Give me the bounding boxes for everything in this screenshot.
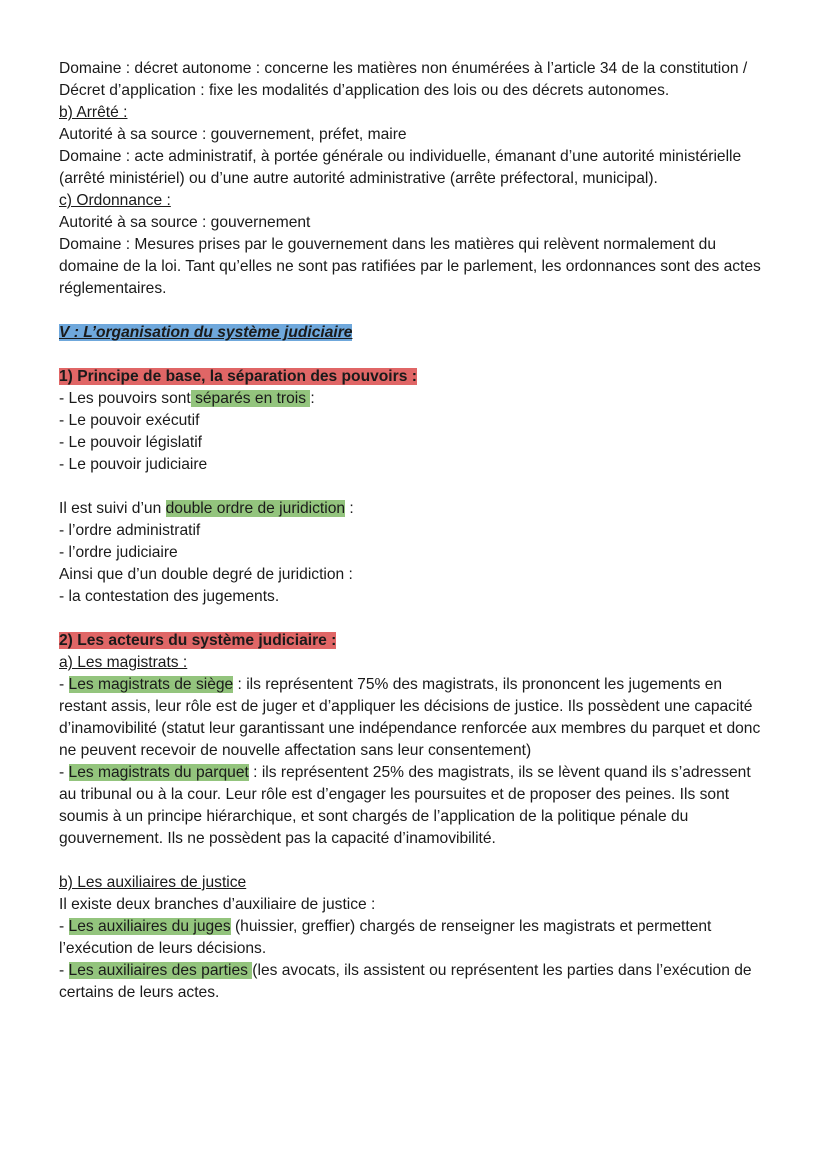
spacer — [59, 850, 771, 872]
pouvoirs-intro — [59, 388, 771, 410]
ordre-intro-suffix: : — [345, 500, 354, 517]
spacer — [59, 344, 771, 366]
arrete-heading: b) Arrêté : — [59, 104, 128, 121]
ordre-item: - l’ordre judiciaire — [59, 544, 178, 561]
spacer — [59, 608, 771, 630]
document-body — [59, 58, 771, 1004]
ordre-intro — [59, 498, 771, 520]
juges-prefix: - — [59, 918, 69, 935]
part1-heading — [59, 366, 771, 388]
auxiliaires-parties-paragraph — [59, 960, 771, 1004]
ordre-item: - l’ordre administratif — [59, 522, 201, 539]
juges-highlight: Les auxiliaires du juges — [68, 918, 231, 935]
ordonnance-autorite: Autorité à sa source : gouvernement — [59, 214, 311, 231]
auxiliaires-juges-paragraph — [59, 916, 771, 960]
ordonnance-domaine: Domaine : Mesures prises par le gouvernement dans les matières qui relèvent normalement du domaine de la loi. Tant qu’elles ne sont pas ratifiées par le parlement, les ordonnances sont des actes réglementaires. — [59, 236, 761, 297]
ordre-intro-highlight: double ordre de juridiction — [165, 500, 346, 517]
domaine-decret-paragraph: Domaine : décret autonome : concerne les matières non énumérées à l’article 34 de la constitution / Décret d’application : fixe les modalités d’application des lois ou des décrets autonomes. — [59, 60, 748, 99]
part2-heading — [59, 630, 771, 652]
parties-prefix: - — [59, 962, 69, 979]
spacer — [59, 476, 771, 498]
siege-prefix: - — [59, 676, 69, 693]
parquet-prefix: - — [59, 764, 69, 781]
pouvoirs-intro-suffix: : — [310, 390, 315, 407]
pouvoirs-intro-prefix: - Les pouvoirs sont — [59, 390, 191, 407]
section-title — [59, 322, 771, 344]
power-item: - Le pouvoir législatif — [59, 434, 203, 451]
auxiliaires-heading: b) Les auxiliaires de justice — [59, 874, 247, 891]
spacer — [59, 300, 771, 322]
parquet-paragraph — [59, 762, 771, 850]
power-item: - Le pouvoir judiciaire — [59, 456, 208, 473]
ordonnance-heading: c) Ordonnance : — [59, 192, 171, 209]
siege-highlight: Les magistrats de siège — [68, 676, 234, 693]
power-item: - Le pouvoir exécutif — [59, 412, 200, 429]
part2-heading-highlight: 2) Les acteurs du système judiciaire : — [59, 632, 337, 649]
arrete-domaine: Domaine : acte administratif, à portée générale ou individuelle, émanant d’une autorité ministérielle (arrêté ministériel) ou d’une autre autorité administrative (arrête préfectoral, municipal). — [59, 148, 742, 187]
parquet-highlight: Les magistrats du parquet — [68, 764, 249, 781]
arrete-autorite: Autorité à sa source : gouvernement, préfet, maire — [59, 126, 407, 143]
degre-line: Ainsi que d’un double degré de juridiction : — [59, 566, 353, 583]
section-title-highlight: V : L’organisation du système judiciaire — [59, 324, 353, 341]
parties-text: (les avocats, ils assistent ou représentent les parties dans l’exécution de certains de leurs actes. — [59, 962, 752, 1001]
auxiliaires-intro: Il existe deux branches d’auxiliaire de justice : — [59, 896, 376, 913]
part1-heading-highlight: 1) Principe de base, la séparation des pouvoirs : — [59, 368, 417, 385]
siege-paragraph — [59, 674, 771, 762]
contestation-line: - la contestation des jugements. — [59, 588, 280, 605]
siege-text: : ils représentent 75% des magistrats, ils prononcent les jugements en restant assis, leur rôle est de juger et d’appliquer les décisions de justice. Ils possèdent une capacité d’inamovibilité (statut leur garantissant une indépendance renforcée aux membres du parquet et donc ne peuvent recevoir de nouvelle affectation sans leur consentement) — [59, 676, 761, 759]
juges-text: (huissier, greffier) chargés de renseigner les magistrats et permettent l’exécution de leurs décisions. — [59, 918, 712, 957]
pouvoirs-intro-highlight: séparés en trois — [190, 390, 311, 407]
magistrats-heading: a) Les magistrats : — [59, 654, 188, 671]
ordre-intro-prefix: Il est suivi d’un — [59, 500, 166, 517]
parquet-text: : ils représentent 25% des magistrats, ils se lèvent quand ils s’adressent au tribunal ou à la cour. Leur rôle est d’engager les poursuites et de proposer des peines. Ils sont soumis à un principe hiérarchique, et sont chargés de l’application de la politique pénale du gouvernement. Ils ne possèdent pas la capacité d’inamovibilité. — [59, 764, 751, 847]
parties-highlight: Les auxiliaires des parties — [68, 962, 253, 979]
